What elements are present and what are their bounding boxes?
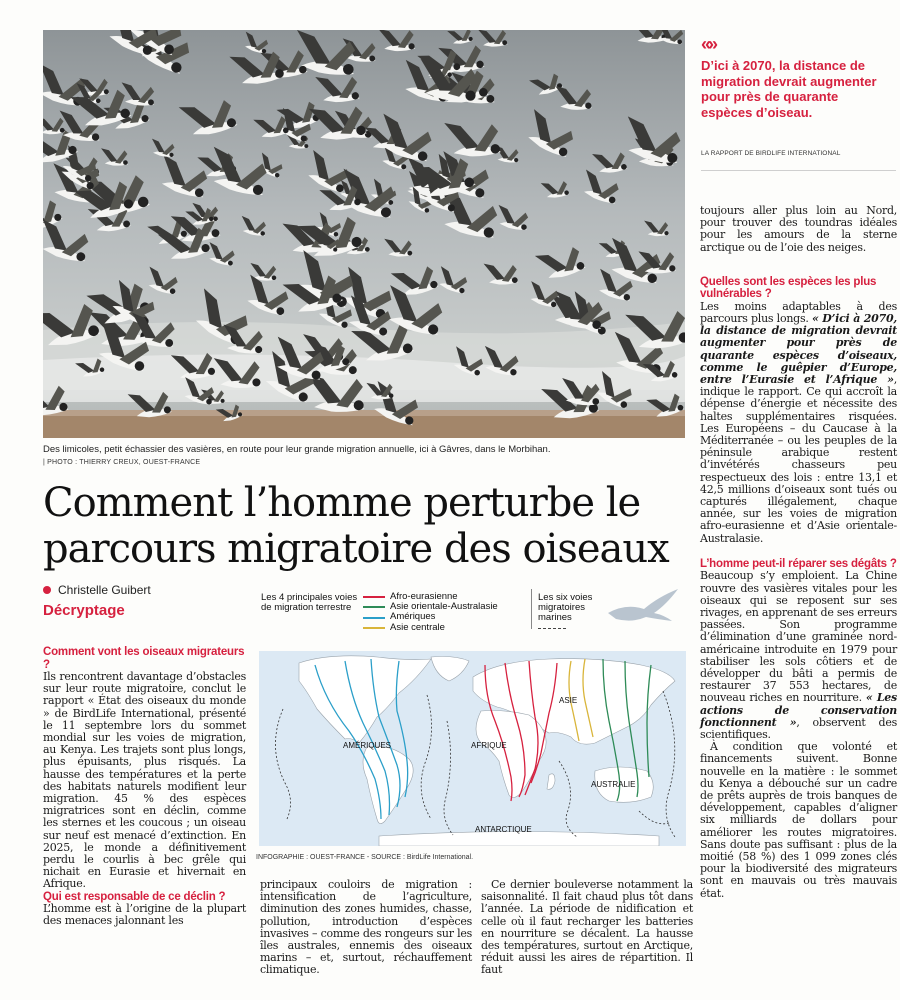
paragraph: principaux couloirs de migration : intensification de l’agriculture, diminution des zones humides, chasse, pollution, introduction d’espèces invasives – comme des rongeurs sur les îles australes, ennemis des oiseaux marins – et, surtout, réchauffement climatique.	[260, 878, 472, 977]
photo-caption: Des limicoles, petit échassier des vasières, en route pour leur grande migration annuelle, ici à Gâvres, dans le Morbihan.	[43, 444, 551, 455]
paragraph	[700, 570, 897, 741]
marine-route-swatch	[538, 628, 566, 629]
quote-marks-icon: «»	[701, 34, 716, 54]
headline-line-1: Comment l’homme perturbe le	[43, 480, 641, 526]
paragraph: Ils rencontrent davantage d’obstacles sur leur route migratoire, conclut le rapport « État des oiseaux du monde » de BirdLife International, présenté le 11 septembre lors du sommet mondial sur les voies de migration, au Kenya. Les trajets sont plus longs, plus épuisants, plus risqués. La hausse des températures et la perte des habitats naturels modifient leur migration. 45 % des espèces migratrices sont en déclin, comme les sternes et les coucous ; un oiseau sur neuf est menacé d’extinction. En 2025, le monde a définitivement perdu le courlis à bec grêle qui nichait en Eurasie et hivernait en Afrique.	[43, 670, 246, 891]
flock-of-shorebirds-image	[43, 30, 685, 438]
text-run: Beaucoup s’y emploient. La Chine rouvre des vasières vitales pour les oiseaux qui se reposent sur ses rivages, en apprenant de ses erreurs passées. Son programme d’élimination d’une graminée nord-américaine introduite en 1979 pour stabiliser les sols côtiers et de développer du bâti a permis de restaurer 37 553 hectares, de nouveau riches en nourriture.	[700, 569, 897, 705]
text-run: Les moins adaptables à des parcours plus longs.	[700, 299, 897, 326]
legend-label: Asie centrale	[390, 621, 445, 633]
legend-swatch	[363, 617, 385, 619]
paragraph: Ce dernier bouleverse notamment la saisonnalité. Il fait chaud plus tôt dans l’année. La période de nidification et celle où il faut recharger les batteries en nourriture se décalent. La hausse des températures, surtout en Arctique, réduit aussi les aires de répartition. Il faut	[481, 878, 693, 977]
migration-infographic	[256, 583, 686, 848]
legend-label: Amériques	[390, 611, 436, 623]
map-label-asia: ASIE	[559, 696, 578, 705]
quoted-text: « Les actions de conservation fonctionnent »	[700, 691, 897, 729]
question-heading: Comment vont les oiseaux migrateurs ?	[43, 646, 245, 671]
question-heading: Qui est responsable de ce déclin ?	[43, 890, 226, 903]
headline-line-2: parcours migratoire des oiseaux	[43, 526, 669, 572]
text-run: , observent des scientifiques.	[700, 715, 897, 742]
article-column-2	[260, 879, 472, 977]
map-label-antarctica: ANTARCTIQUE	[475, 825, 532, 834]
article-column-3	[481, 879, 693, 977]
headline	[43, 480, 693, 572]
legend-label: Asie orientale-Australasie	[390, 601, 498, 613]
question-heading: Quelles sont les espèces les plus vulnérables ?	[700, 275, 877, 301]
paragraph: toujours aller plus loin au Nord, pour trouver des toundras idéales pour les amours de la sterne arctique ou de l’oie des neiges.	[700, 204, 897, 254]
paragraph	[700, 301, 897, 545]
section-rubric: Décryptage	[43, 602, 125, 619]
paragraph: L’homme est à l’origine de la plupart des menaces jalonnant les	[43, 902, 246, 928]
map-label-americas: AMÉRIQUES	[343, 741, 392, 750]
text-run: , indique le rapport. Ce qui accroît la dépense d’énergie et nécessite des haltes supplémentaires risquées. Les Européens – du Caucase à la Méditerranée – ou les peuples de la péninsule arabique restent d’invétérés chasseurs peu respectueux des lois : entre 13,1 et 42,5 millions d’oiseaux sont tués ou capturés illégalement, chaque année, sur les voies de migration afro-eurasienne et d’Asie orientale-Australasie.	[700, 373, 897, 545]
infographic-source: INFOGRAPHIE : OUEST-FRANCE - SOURCE : BirdLife International.	[256, 854, 474, 861]
divider	[531, 589, 532, 629]
bullet-dot-icon	[43, 586, 51, 594]
seabird-icon	[606, 587, 681, 633]
paragraph: À condition que volonté et financements suivent. Bonne nouvelle en la matière : le sommet du Kenya a débouché sur un cadre de prêts auprès de trois banques de développement, capables d’aligner six milliards de dollars pour améliorer les routes migratoires. Sans doute pas suffisant : plus de la moitié (58 %) des 1 099 zones clés pour la biodiversité des migrateurs sont en mauvais ou très mauvais état.	[700, 740, 897, 900]
world-migration-map	[259, 651, 686, 846]
divider	[701, 170, 896, 171]
pull-quote: D’ici à 2070, la distance de migration devrait augmenter pour près de quarante espèces d’oiseau.	[701, 58, 877, 120]
article-column-4	[700, 205, 897, 900]
question-heading: L’homme peut-il réparer ses dégâts ?	[700, 557, 897, 570]
byline	[43, 583, 151, 597]
legend-label: Afro-eurasienne	[390, 591, 458, 602]
legend-title: Les 4 principales voies de migration terrestre	[261, 592, 358, 613]
pull-quote-source: LA RAPPORT DE BIRDLIFE INTERNATIONAL	[701, 150, 841, 157]
legend-swatch	[363, 606, 385, 608]
quoted-text: « D’ici à 2070, la distance de migration devrait augmenter pour près de quarante espèces d’oiseaux, comme le guêpier d’Europe, entre l’Eurasie et l’Afrique »	[700, 312, 897, 387]
photo-credit: | PHOTO : THIERRY CREUX, OUEST-FRANCE	[43, 459, 201, 466]
hero-photo	[43, 30, 685, 438]
author-name: Christelle Guibert	[58, 583, 151, 597]
legend-swatch	[363, 596, 385, 598]
map-label-africa: AFRIQUE	[471, 741, 507, 750]
map-label-australia: AUSTRALIE	[591, 780, 636, 789]
legend-swatch	[363, 627, 385, 629]
legend-item	[363, 623, 498, 633]
legend	[363, 592, 498, 633]
marine-routes-title: Les six voies migratoires marines	[538, 592, 593, 623]
article-column-1	[43, 646, 246, 928]
